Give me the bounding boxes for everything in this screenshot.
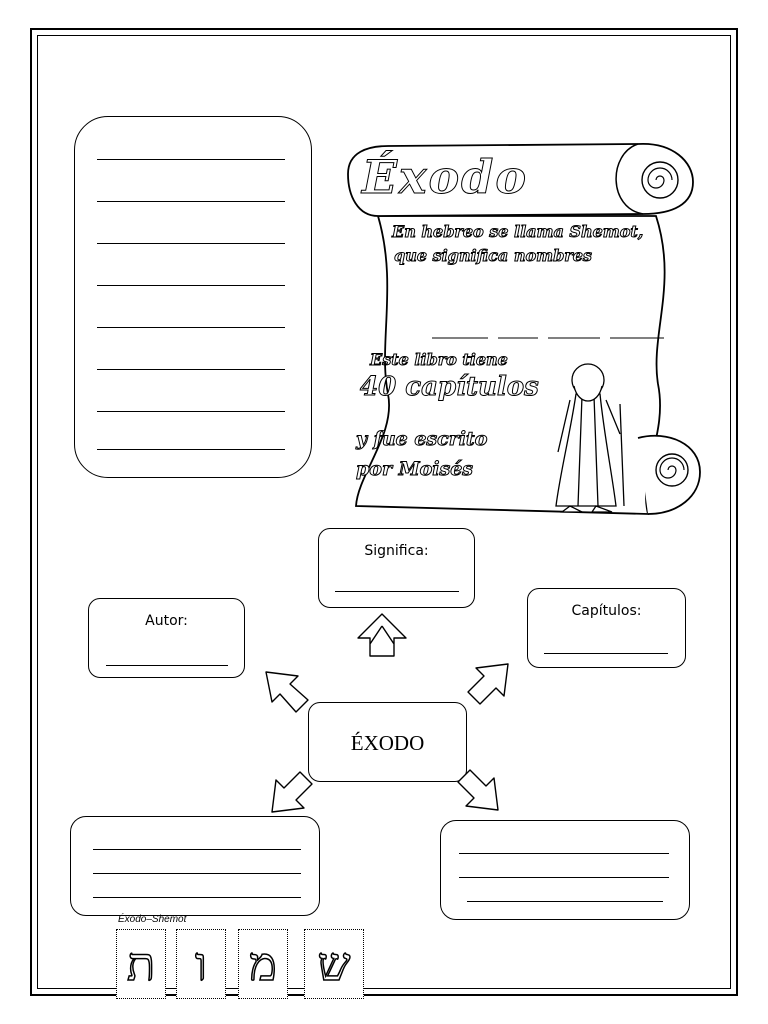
scroll-author-line2: por Moisés bbox=[356, 458, 473, 480]
hebrew-letter-box: ש bbox=[304, 929, 364, 999]
significa-label: Significa: bbox=[364, 543, 429, 559]
footer-caption: Éxodo–Shemot bbox=[118, 914, 187, 925]
scroll-chapters-count: 40 capítulos bbox=[360, 372, 539, 402]
scroll-author-line1: y fue escrito bbox=[356, 428, 488, 450]
hebrew-letter-box: מ bbox=[238, 929, 288, 999]
arrow-down-right-icon bbox=[458, 770, 498, 810]
arrow-down-left-icon bbox=[272, 772, 312, 812]
scroll-chapters-intro: Este libro tiene bbox=[370, 350, 508, 369]
scroll-hebrew-line1: En hebreo se llama Shemot, bbox=[392, 222, 644, 241]
scroll-hebrew-line2: que significa nombres bbox=[394, 246, 592, 265]
arrow-up-right-icon bbox=[468, 664, 508, 704]
autor-label: Autor: bbox=[145, 613, 188, 629]
arrow-up-left-icon bbox=[266, 672, 308, 712]
hebrew-letter-box: ת bbox=[116, 929, 166, 999]
arrow-up-icon bbox=[358, 614, 406, 656]
center-label: ÉXODO bbox=[350, 731, 425, 755]
scroll-title: Éxodo bbox=[362, 150, 529, 204]
hebrew-letter-box: ו bbox=[176, 929, 226, 999]
capitulos-label: Capítulos: bbox=[571, 603, 642, 619]
